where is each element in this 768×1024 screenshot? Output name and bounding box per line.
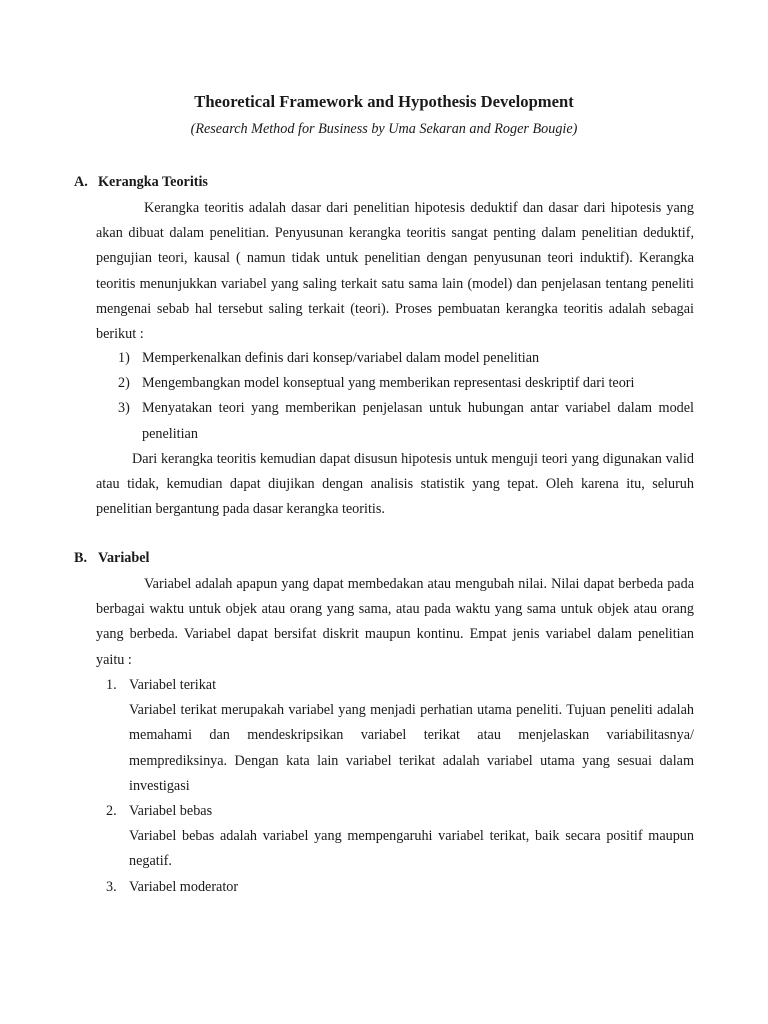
item-title: Variabel bebas [129, 803, 213, 820]
list-item: 3) Menyatakan teori yang memberikan penjelasan untuk hubungan antar variabel dalam model penelitian [118, 400, 694, 442]
list-item: 1) Memperkenalkan definis dari konsep/variabel dalam model penelitian [118, 350, 540, 366]
section-b-items [96, 673, 694, 900]
section-a-title: Kerangka Teoritis [98, 174, 208, 190]
item-body: Variabel terikat merupakah variabel yang menjadi perhatian utama peneliti. Tujuan peneliti adalah memahami dan mendeskripsikan variabel terikat atau menjelaskan variabilitasnya/ memprediksinya. Dengan kata lain variabel terikat adalah variabel utama yang sesuai dalam investigasi [129, 702, 694, 794]
list-item: 3. Variabel moderator [106, 878, 239, 895]
item-title: Variabel terikat [129, 677, 217, 693]
section-b-heading [74, 550, 150, 567]
section-a-heading [74, 174, 208, 191]
section-b-intro: Variabel adalah apapun yang dapat membedakan atau mengubah nilai. Nilai dapat berbeda pada berbagai waktu untuk objek atau orang yang sama, atau pada waktu yang sama untuk objek atau orang yang berbeda. Variabel dapat bersifat diskrit maupun kontinu. Empat jenis variabel dalam penelitian yaitu : [96, 576, 694, 668]
list-item: 2. Variabel bebas Variabel bebas adalah variabel yang mempengaruhi variabel terikat, baik secara positif maupun negatif. [96, 799, 694, 875]
list-item: 2) Mengembangkan model konseptual yang memberikan representasi deskriptif dari teori [118, 375, 635, 392]
section-b-letter: B. [74, 550, 88, 566]
item-title: Variabel moderator [129, 878, 239, 895]
list-item: 1. Variabel terikat Variabel terikat merupakah variabel yang menjadi perhatian utama peneliti. Tujuan peneliti adalah memahami dan mendeskripsikan variabel terikat atau menjelaskan variabilitasnya/ memprediksinya. Dengan kata lain variabel terikat adalah variabel utama yang sesuai dalam investigasi [96, 673, 694, 799]
section-a-steps [96, 346, 694, 447]
section-a-closing: Dari kerangka teoritis kemudian dapat disusun hipotesis untuk menguji teori yang digunakan valid atau tidak, kemudian dapat diujikan dengan analisis statistik yang tepat. Oleh karena itu, seluruh penelitian bergantung pada dasar kerangka teoritis. [96, 451, 694, 518]
document-title: Theoretical Framework and Hypothesis Development [194, 92, 574, 111]
item-body: Variabel bebas adalah variabel yang mempengaruhi variabel terikat, baik secara positif maupun negatif. [129, 828, 694, 870]
document-subtitle: (Research Method for Business by Uma Sekaran and Roger Bougie) [190, 121, 578, 137]
section-a-intro: Kerangka teoritis adalah dasar dari penelitian hipotesis deduktif dan dasar dari hipotesis yang akan dibuat dalam penelitian. Penyusunan kerangka teoritis sangat penting dalam penelitian deduktif, pengujian teori, kausal ( namun tidak untuk penelitian dengan penyusunan teori induktif). Kerangka teoritis menunjukkan variabel yang saling terkait satu sama lain (model) dan penjelasan tentang peneliti mengenai sebab hal tersebut saling terkait (teori). Proses pembuatan kerangka teoritis adalah sebagai berikut : [96, 200, 694, 343]
section-a-letter: A. [74, 174, 88, 190]
section-b-title: Variabel [98, 550, 150, 566]
